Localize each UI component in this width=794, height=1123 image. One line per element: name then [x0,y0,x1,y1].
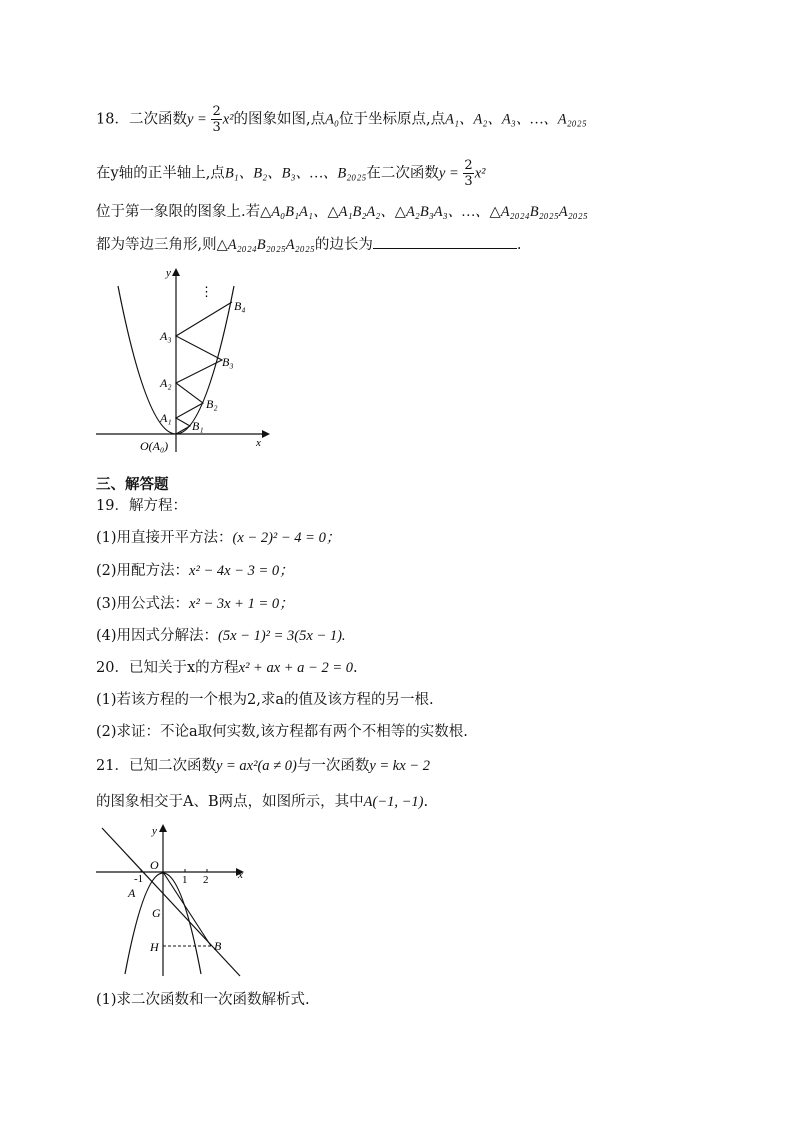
dots-label: ⋮ [200,284,213,299]
q19-p3-equation: x² − 3x + 1 = 0； [189,596,294,612]
q20-part-2: (2)求证：不论a取何实数,该方程都有两个不相等的实数根. [96,724,468,740]
y-axis-arrow [159,824,167,832]
label-g: G [152,906,161,920]
q18-line3-text: 位于第一象限的图象上.若 [96,204,261,220]
label-b: B [214,939,222,953]
q18-text-rest: 位于坐标原点,点 [339,111,446,128]
x-label: x [238,869,243,881]
q21-mid: 与一次函数 [296,758,370,774]
q19-part-1 [96,528,340,548]
q21-line2-prefix: 的图象相交于A、B两点，如图所示，其中 [96,794,364,810]
fraction-denominator: 3 [464,174,473,189]
label-a2: A₂ [160,376,172,390]
q21-line-1 [96,756,430,776]
q18-line-2 [96,158,485,189]
fraction-denominator: 3 [212,120,221,135]
label-b4: B₄ [234,299,246,313]
q19-p4-label: (4)用因式分解法： [96,628,219,644]
q18-number-text: 18．二次函数 [96,111,187,128]
q18-line-1 [96,104,587,135]
fraction-numerator: 2 [464,158,473,173]
q21-figure [92,820,252,980]
q18-line-4 [96,234,521,255]
q20-title [96,658,358,678]
q18-line-3 [96,202,588,222]
y-axis-arrow [172,268,180,276]
label-a1: A₁ [160,411,172,425]
q18-line4-end: . [516,237,522,253]
q21-prefix: 21．已知二次函数 [96,758,216,774]
q20-title-end: . [353,660,358,676]
q18-line4-suffix: 的边长为 [314,237,373,253]
q18-line2-mid: 在二次函数 [366,165,439,182]
q19-p2-label: (2)用配方法： [96,563,190,579]
q18-point-a0: A₀ [325,111,340,128]
x-label: x [256,437,261,449]
q18-function-y: y = [186,111,211,128]
q18-text-mid: 的图象如图,点 [233,111,326,128]
section-title: 三、解答题 [96,477,169,493]
q21-linear: y = kx − 2 [369,758,430,774]
x-axis-arrow [262,430,270,438]
q18-line2-function-y: y = [438,165,463,182]
q19-part-2 [96,561,294,581]
q21-quadratic: y = ax²(a ≠ 0) [215,758,297,774]
label-b2: B₂ [206,397,218,411]
q20-equation: x² + ax + a − 2 = 0 [238,660,353,676]
q19-p1-label: (1)用直接开平方法： [96,530,233,546]
label-o: O [150,858,159,872]
label-1: 1 [182,874,188,886]
q19-p2-equation: x² − 4x − 3 = 0； [189,563,294,579]
label-neg1: -1 [134,873,144,885]
q18-figure [90,262,280,462]
q19-part-3 [96,594,294,614]
label-a3: A₃ [160,329,172,343]
origin-label: O(A₀) [140,439,169,453]
label-b3: B₃ [222,355,234,369]
q21-line2-end: . [423,794,429,810]
q19-p1-equation: (x − 2)² − 4 = 0； [232,530,341,546]
y-label: y [166,267,171,279]
q19-p4-equation: (5x − 1)² = 3(5x − 1). [218,628,346,644]
label-a: A [128,886,136,900]
q20-title-prefix: 20．已知关于x的方程 [96,660,239,676]
answer-blank[interactable] [373,234,517,249]
q21-point-a: A(−1, −1) [363,794,424,810]
linear-function-line [102,828,240,976]
q18-line4-prefix: 都为等边三角形,则 [96,237,217,253]
fraction-numerator: 2 [212,104,221,119]
q18-target-triangle: △A₂₀₂₄B₂₀₂₅A₂₀₂₅ [216,237,315,253]
q21-line-2 [96,792,428,812]
q18-points-b: B₁、B₂、B₃、…、B₂₀₂₅ [224,165,367,182]
q18-x-squared: x² [222,111,234,128]
label-h: H [150,940,159,954]
q18-line2-x-squared: x² [474,165,486,182]
q18-line2-fraction [463,158,473,189]
q20-part-1: (1)若该方程的一个根为2,求a的值及该方程的另一根. [96,692,434,708]
q18-triangles: △A₀B₁A₁、△A₁B₂A₂、△A₂B₃A₃、…、△A₂₀₂₄B₂₀₂₅A₂₀₂₅ [260,204,588,220]
y-label: y [152,825,157,837]
q18-points-a: A₁、A₂、A₃、…、A₂₀₂₅ [445,111,587,128]
label-2: 2 [203,874,209,886]
q19-title: 19．解方程： [96,498,187,514]
label-b1: B₁ [192,419,204,433]
q21-part-1: (1)求二次函数和一次函数解析式. [96,992,310,1008]
q19-p3-label: (3)用公式法： [96,596,190,612]
q18-fraction [211,104,221,135]
q19-part-4 [96,626,346,646]
q18-line2-prefix: 在y轴的正半轴上,点 [96,165,225,182]
